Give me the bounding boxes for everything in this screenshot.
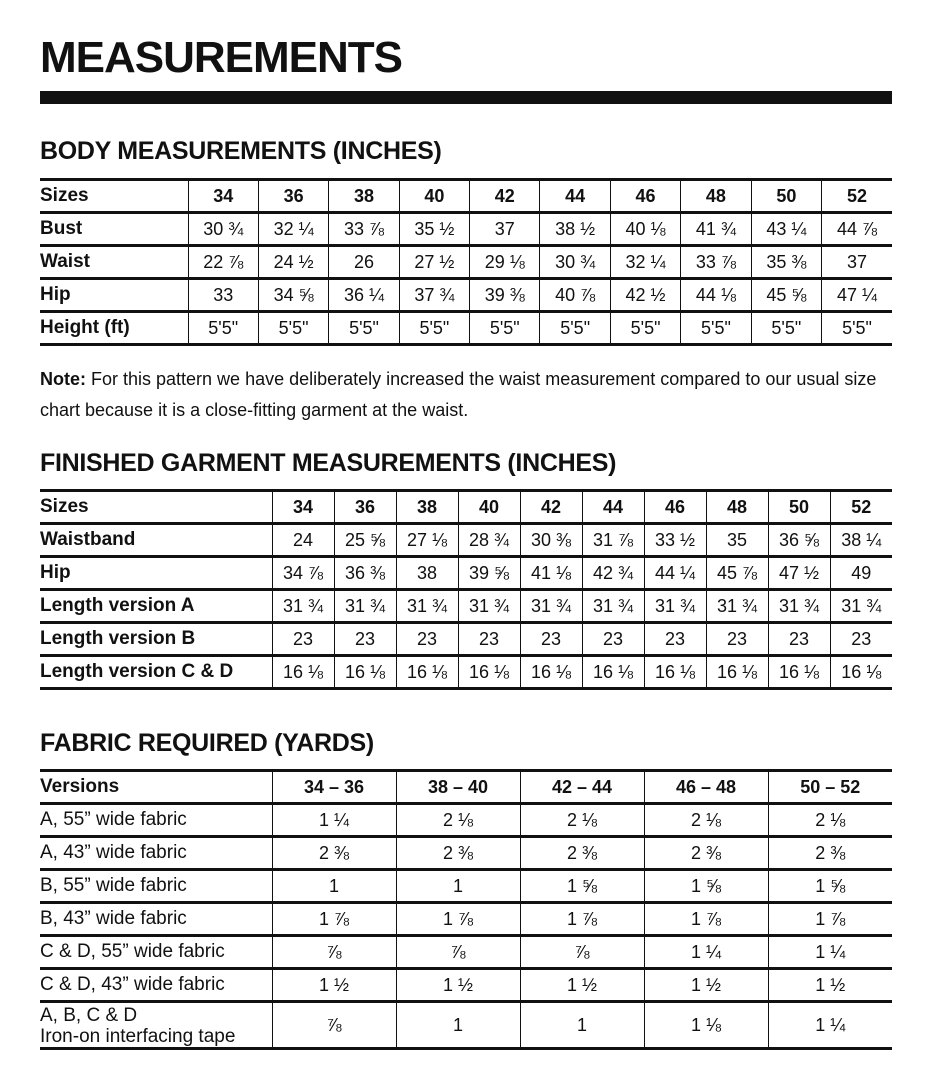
table-cell: 31 ¾: [768, 590, 830, 623]
size-header: 42: [470, 180, 540, 213]
table-cell: 5'5": [751, 312, 821, 345]
table-cell: 31 ¾: [458, 590, 520, 623]
table-cell: 38 ½: [540, 213, 610, 246]
table-cell: 16 ⅛: [272, 656, 334, 689]
table-row: [40, 903, 892, 936]
row-label-line2: Iron-on interfacing tape: [40, 1026, 236, 1047]
table-cell: 1 ¼: [768, 936, 892, 969]
table-row: [40, 213, 892, 246]
table-cell: 2 ⅜: [396, 837, 520, 870]
table-cell: 31 ¾: [520, 590, 582, 623]
table-cell: 31 ¾: [396, 590, 458, 623]
table-cell: 45 ⅝: [751, 279, 821, 312]
table-cell: ⅞: [272, 1002, 396, 1049]
table-cell: 1 ⅞: [396, 903, 520, 936]
table-cell: 47 ½: [768, 557, 830, 590]
row-label: A, 43” wide fabric: [40, 842, 187, 863]
table-cell: 1: [520, 1002, 644, 1049]
table-cell: 44 ⅞: [822, 213, 892, 246]
table-cell: 40 ⅛: [610, 213, 680, 246]
table-cell: 31 ¾: [582, 590, 644, 623]
table-cell: 33 ⅞: [329, 213, 399, 246]
size-header: 38: [329, 180, 399, 213]
table-cell: 2 ⅛: [768, 804, 892, 837]
fabric-required-heading: FABRIC REQUIRED (YARDS): [40, 729, 374, 757]
table-cell: 5'5": [540, 312, 610, 345]
table-cell: 23: [582, 623, 644, 656]
table-cell: 1 ⅝: [520, 870, 644, 903]
size-range-header: 38 – 40: [396, 771, 520, 804]
table-cell: 1: [396, 870, 520, 903]
table-cell: 1 ¼: [644, 936, 768, 969]
table-cell: 16 ⅛: [768, 656, 830, 689]
table-cell: 16 ⅛: [458, 656, 520, 689]
table-cell: 1 ⅞: [520, 903, 644, 936]
size-header: 38: [396, 491, 458, 524]
size-header: 40: [399, 180, 469, 213]
header-row: [40, 771, 892, 804]
size-range-header: 46 – 48: [644, 771, 768, 804]
table-row: [40, 524, 892, 557]
table-cell: 16 ⅛: [644, 656, 706, 689]
fabric-required-table: [40, 769, 892, 1050]
size-range-header: 50 – 52: [768, 771, 892, 804]
table-cell: 16 ⅛: [582, 656, 644, 689]
row-label: B, 43” wide fabric: [40, 908, 187, 929]
size-header: 44: [540, 180, 610, 213]
size-header: 36: [334, 491, 396, 524]
size-header: 34: [272, 491, 334, 524]
table-cell: 1 ⅝: [644, 870, 768, 903]
row-label: Length version B: [40, 628, 196, 649]
table-cell: 33: [188, 279, 258, 312]
page-title: MEASUREMENTS: [40, 33, 403, 82]
row-label-line1: A, B, C & D: [40, 1005, 138, 1026]
table-cell: 23: [644, 623, 706, 656]
table-cell: 30 ¾: [540, 246, 610, 279]
table-cell: 2 ⅛: [520, 804, 644, 837]
finished-garment-heading: FINISHED GARMENT MEASUREMENTS (INCHES): [40, 449, 617, 477]
row-label: C & D, 55” wide fabric: [40, 941, 225, 962]
size-header: 36: [258, 180, 328, 213]
sizes-label: Sizes: [40, 185, 89, 206]
note-label: Note:: [40, 369, 86, 389]
row-label: Bust: [40, 218, 83, 239]
table-cell: 23: [520, 623, 582, 656]
table-cell: 39 ⅜: [470, 279, 540, 312]
table-cell: 31 ¾: [272, 590, 334, 623]
table-cell: 29 ⅛: [470, 246, 540, 279]
table-cell: 1 ⅞: [272, 903, 396, 936]
size-range-header: 34 – 36: [272, 771, 396, 804]
table-row: [40, 312, 892, 345]
table-cell: 28 ¾: [458, 524, 520, 557]
table-cell: 5'5": [610, 312, 680, 345]
note-text: [40, 364, 900, 426]
table-cell: 36 ¼: [329, 279, 399, 312]
table-cell: 30 ¾: [188, 213, 258, 246]
table-cell: 33 ½: [644, 524, 706, 557]
table-cell: 43 ¼: [751, 213, 821, 246]
table-cell: 16 ⅛: [520, 656, 582, 689]
table-cell: 23: [768, 623, 830, 656]
table-cell: 24 ½: [258, 246, 328, 279]
table-cell: 1 ½: [768, 969, 892, 1002]
body-measurements-heading: BODY MEASUREMENTS (INCHES): [40, 137, 442, 165]
table-cell: 42 ½: [610, 279, 680, 312]
table-cell: 2 ⅜: [768, 837, 892, 870]
table-row: [40, 656, 892, 689]
title-rule: [40, 91, 892, 104]
table-cell: 42 ¾: [582, 557, 644, 590]
table-cell: 32 ¼: [610, 246, 680, 279]
table-cell: 1: [396, 1002, 520, 1049]
size-header: 52: [830, 491, 892, 524]
table-cell: 5'5": [258, 312, 328, 345]
row-label: [40, 1002, 272, 1049]
table-cell: 39 ⅝: [458, 557, 520, 590]
table-cell: 2 ⅜: [644, 837, 768, 870]
table-row: [40, 936, 892, 969]
table-cell: 49: [830, 557, 892, 590]
sizes-label: Sizes: [40, 496, 89, 517]
table-cell: 5'5": [470, 312, 540, 345]
table-row: [40, 590, 892, 623]
table-row: [40, 804, 892, 837]
row-label: Length version A: [40, 595, 195, 616]
table-cell: 37: [822, 246, 892, 279]
table-cell: 31 ¾: [644, 590, 706, 623]
row-label: A, 55” wide fabric: [40, 809, 187, 830]
note-body: For this pattern we have deliberately increased the waist measurement compared to our usual size chart because it is a close-fitting garment at the waist.: [40, 369, 877, 420]
table-cell: 1 ⅞: [644, 903, 768, 936]
table-cell: 16 ⅛: [396, 656, 458, 689]
table-cell: 1 ⅝: [768, 870, 892, 903]
table-cell: 34 ⅞: [272, 557, 334, 590]
table-cell: ⅞: [396, 936, 520, 969]
table-cell: 2 ⅛: [644, 804, 768, 837]
table-row: [40, 557, 892, 590]
table-cell: 27 ⅛: [396, 524, 458, 557]
table-cell: 31 ¾: [706, 590, 768, 623]
row-label: Length version C & D: [40, 661, 234, 682]
size-header: 42: [520, 491, 582, 524]
table-cell: 23: [396, 623, 458, 656]
table-row: [40, 969, 892, 1002]
table-cell: 35 ⅜: [751, 246, 821, 279]
table-cell: 1 ⅞: [768, 903, 892, 936]
header-row: [40, 180, 892, 213]
table-cell: 31 ⅞: [582, 524, 644, 557]
table-cell: 5'5": [822, 312, 892, 345]
table-cell: 47 ¼: [822, 279, 892, 312]
table-cell: 44 ¼: [644, 557, 706, 590]
table-cell: 2 ⅜: [520, 837, 644, 870]
table-row: [40, 837, 892, 870]
table-cell: 1 ½: [644, 969, 768, 1002]
table-cell: 25 ⅝: [334, 524, 396, 557]
table-cell: 45 ⅞: [706, 557, 768, 590]
table-cell: 23: [334, 623, 396, 656]
size-header: 46: [610, 180, 680, 213]
table-cell: ⅞: [272, 936, 396, 969]
row-label: C & D, 43” wide fabric: [40, 974, 225, 995]
table-cell: 36 ⅜: [334, 557, 396, 590]
table-cell: 5'5": [681, 312, 751, 345]
size-header: 48: [706, 491, 768, 524]
size-header: 44: [582, 491, 644, 524]
size-header: 46: [644, 491, 706, 524]
table-cell: 38: [396, 557, 458, 590]
table-cell: 26: [329, 246, 399, 279]
table-row: [40, 279, 892, 312]
table-cell: 5'5": [399, 312, 469, 345]
table-cell: 16 ⅛: [706, 656, 768, 689]
size-header: 50: [768, 491, 830, 524]
table-cell: 1: [272, 870, 396, 903]
table-cell: 1 ¼: [272, 804, 396, 837]
table-cell: 23: [458, 623, 520, 656]
body-measurements-table: [40, 178, 892, 346]
table-cell: 37 ¾: [399, 279, 469, 312]
table-cell: 2 ⅜: [272, 837, 396, 870]
table-cell: 2 ⅛: [396, 804, 520, 837]
table-cell: 31 ¾: [334, 590, 396, 623]
table-cell: 27 ½: [399, 246, 469, 279]
table-cell: 24: [272, 524, 334, 557]
table-cell: 41 ⅛: [520, 557, 582, 590]
header-row: [40, 491, 892, 524]
table-cell: 5'5": [329, 312, 399, 345]
size-range-header: 42 – 44: [520, 771, 644, 804]
table-cell: 40 ⅞: [540, 279, 610, 312]
table-cell: 22 ⅞: [188, 246, 258, 279]
table-cell: 33 ⅞: [681, 246, 751, 279]
table-cell: ⅞: [520, 936, 644, 969]
table-cell: 1 ⅛: [644, 1002, 768, 1049]
table-cell: 36 ⅝: [768, 524, 830, 557]
row-label: Waistband: [40, 529, 136, 550]
finished-garment-table: [40, 489, 892, 690]
size-header: 34: [188, 180, 258, 213]
table-cell: 1 ½: [520, 969, 644, 1002]
table-row: [40, 246, 892, 279]
table-cell: 23: [830, 623, 892, 656]
table-cell: 34 ⅝: [258, 279, 328, 312]
table-row: [40, 870, 892, 903]
table-cell: 1 ¼: [768, 1002, 892, 1049]
row-label: Hip: [40, 562, 71, 583]
table-cell: 16 ⅛: [830, 656, 892, 689]
table-cell: 35 ½: [399, 213, 469, 246]
row-label: Hip: [40, 284, 71, 305]
table-row: [40, 1002, 892, 1049]
row-label: B, 55” wide fabric: [40, 875, 187, 896]
table-cell: 38 ¼: [830, 524, 892, 557]
row-label: Waist: [40, 251, 90, 272]
size-header: 48: [681, 180, 751, 213]
table-cell: 35: [706, 524, 768, 557]
table-cell: 32 ¼: [258, 213, 328, 246]
table-cell: 23: [272, 623, 334, 656]
size-header: 40: [458, 491, 520, 524]
table-cell: 44 ⅛: [681, 279, 751, 312]
table-cell: 1 ½: [396, 969, 520, 1002]
table-cell: 30 ⅜: [520, 524, 582, 557]
table-cell: 16 ⅛: [334, 656, 396, 689]
table-cell: 1 ½: [272, 969, 396, 1002]
table-cell: 5'5": [188, 312, 258, 345]
table-cell: 31 ¾: [830, 590, 892, 623]
table-cell: 23: [706, 623, 768, 656]
size-header: 50: [751, 180, 821, 213]
row-label: Height (ft): [40, 317, 130, 338]
table-cell: 41 ¾: [681, 213, 751, 246]
table-row: [40, 623, 892, 656]
size-header: 52: [822, 180, 892, 213]
versions-label: Versions: [40, 776, 120, 797]
table-cell: 37: [470, 213, 540, 246]
